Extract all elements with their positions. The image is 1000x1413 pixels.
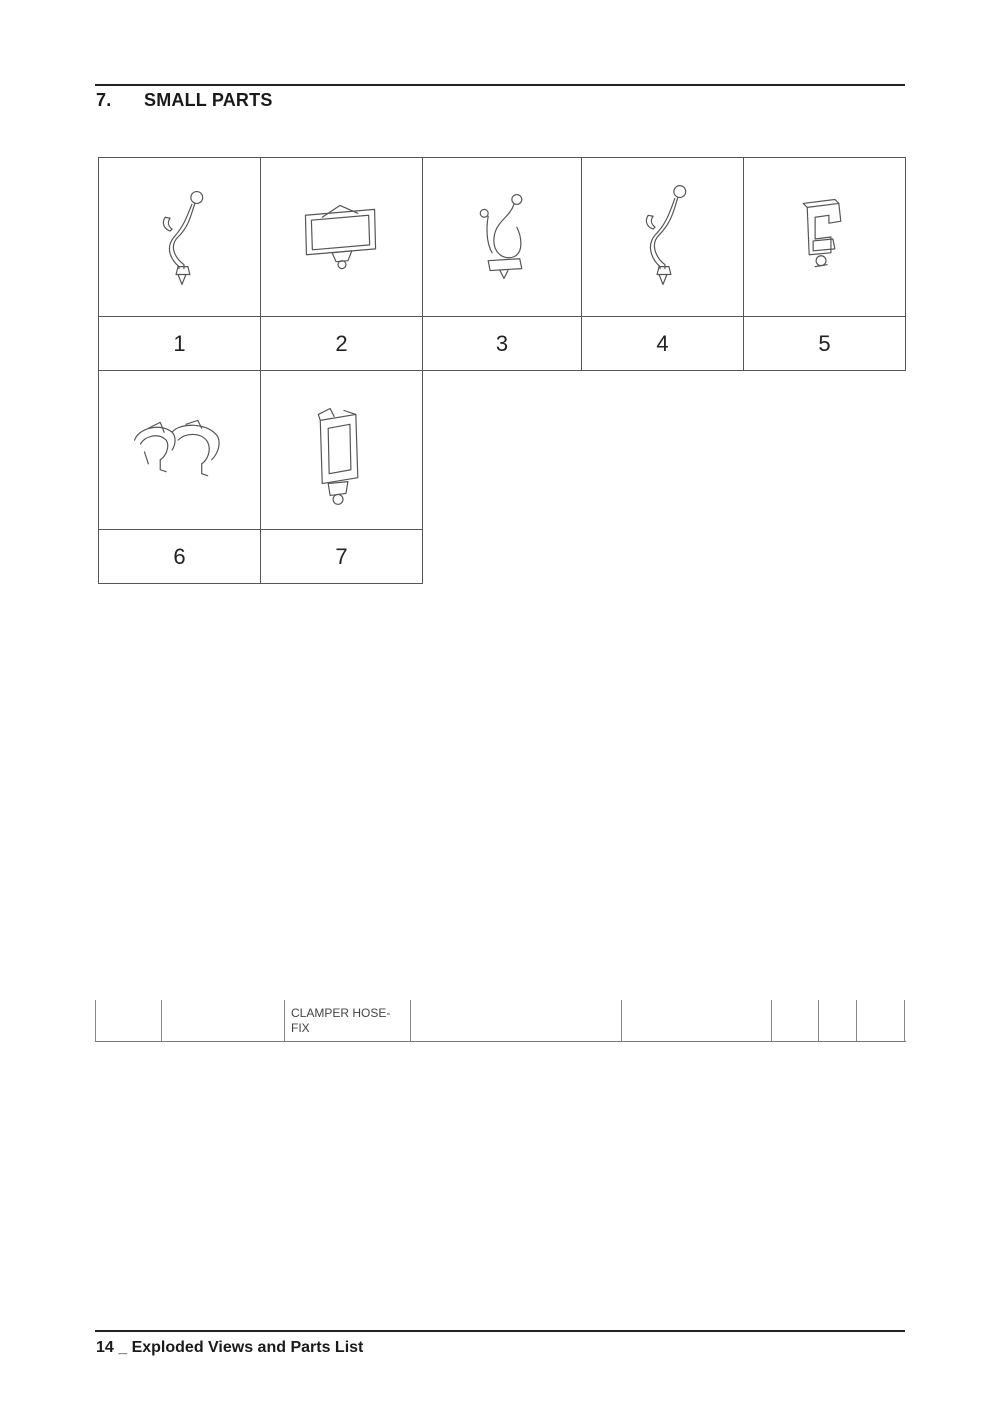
part-1-image bbox=[98, 157, 261, 317]
section-heading bbox=[96, 90, 273, 111]
part-3-label: 3 bbox=[422, 316, 582, 371]
page-footer: 14 _ Exploded Views and Parts List bbox=[96, 1339, 364, 1356]
part-7-image bbox=[260, 370, 423, 530]
part-6-image bbox=[98, 370, 261, 530]
clip-hook-icon bbox=[99, 158, 260, 316]
part-4-label: 4 bbox=[581, 316, 744, 371]
part-2-image bbox=[260, 157, 423, 317]
double-clamp-icon bbox=[99, 371, 260, 529]
part-6-label: 6 bbox=[98, 529, 261, 584]
loop-clip-icon bbox=[423, 158, 581, 316]
bracket-frame-icon bbox=[261, 158, 422, 316]
header-rule bbox=[95, 84, 905, 86]
parts-cell-specification bbox=[410, 1000, 622, 1041]
parts-cell-note bbox=[856, 1000, 905, 1041]
part-5-label: 5 bbox=[743, 316, 906, 371]
small-parts-grid bbox=[98, 157, 906, 585]
part-4-image bbox=[581, 157, 744, 317]
section-title: SMALL PARTS bbox=[144, 90, 273, 110]
square-clamp-icon bbox=[261, 371, 422, 529]
part-1-label: 1 bbox=[98, 316, 261, 371]
part-5-image bbox=[743, 157, 906, 317]
parts-cell-no bbox=[95, 1000, 162, 1041]
footer-rule bbox=[95, 1330, 905, 1332]
part-3-image bbox=[422, 157, 582, 317]
parts-cell-remark bbox=[621, 1000, 772, 1041]
clip-hook-icon bbox=[582, 158, 743, 316]
parts-cell-qty bbox=[771, 1000, 819, 1041]
parts-cell-sa bbox=[818, 1000, 857, 1041]
parts-list-row bbox=[95, 1000, 906, 1042]
section-number: 7. bbox=[96, 90, 112, 110]
part-2-label: 2 bbox=[260, 316, 423, 371]
c-clamp-icon bbox=[744, 158, 905, 316]
parts-cell-code bbox=[161, 1000, 285, 1041]
parts-cell-description: CLAMPER HOSE-FIX bbox=[284, 1000, 404, 1041]
part-7-label: 7 bbox=[260, 529, 423, 584]
